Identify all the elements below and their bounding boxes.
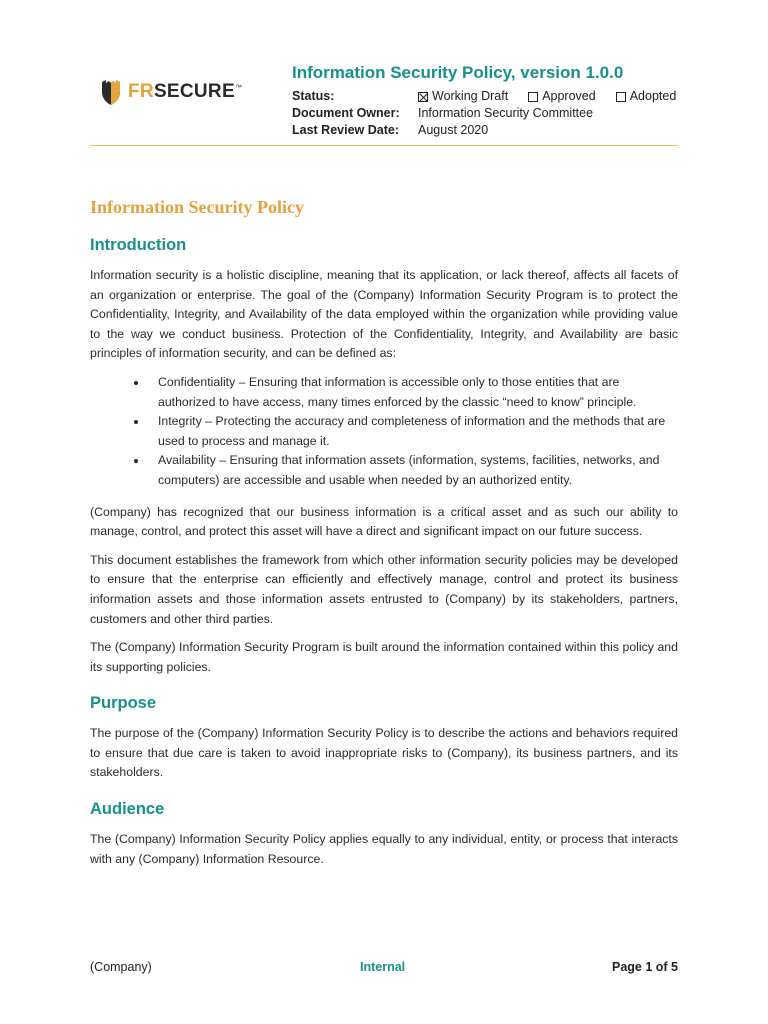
list-item [90,451,678,490]
adopted-checkbox[interactable] [616,92,626,102]
status-label: Status: [292,89,335,103]
review-label: Last Review Date: [292,123,399,137]
list-item [90,412,678,451]
frsecure-logo [100,78,242,106]
approved-checkbox[interactable] [528,92,538,102]
logo-wordmark [128,81,242,103]
owner-row [292,105,682,122]
logo-part-fr: FR [128,81,154,102]
principles-list [90,373,678,491]
introduction-paragraph-1: Information security is a holistic discipline, meaning that its application, or lack thereof, affects all facets of an organization or enterprise. The goal of the (Company) Information Security Program is to protect the Confidentiality, Integrity, and Availability of the data employed within the organization while providing value to the way we conduct business. Protection of the Confidentiality, Integrity, and Availability are basic principles of information security, and can be defined as: [90,268,678,361]
purpose-heading: Purpose [90,694,157,713]
shield-icon [100,78,122,106]
status-option-working-draft[interactable] [418,88,508,105]
status-option-label: Approved [542,89,596,103]
footer-classification: Internal [360,960,406,974]
introduction-paragraph-2: (Company) has recognized that our business information is a critical asset and as such our ability to manage, control, and protect this asset will have a direct and significant impact on our future success. [90,504,678,539]
audience-paragraph: The (Company) Information Security Policy applies equally to any individual, entity, or process that interacts with any (Company) Information Resource. [90,832,678,866]
status-row [292,88,682,105]
status-options [418,88,676,105]
review-value: August 2020 [418,123,489,137]
footer-page-number: Page 1 of 5 [612,960,678,974]
main-title: Information Security Policy [90,197,304,217]
bullet-icon [134,459,138,463]
purpose-paragraph: The purpose of the (Company) Information Security Policy is to describe the actions and behaviors required to ensure that due care is taken to avoid inappropriate risks to (Company), its business partners, and its stakeholders. [90,726,678,780]
audience-heading: Audience [90,800,165,819]
document-info [292,62,682,139]
list-item [90,373,678,412]
introduction-paragraph-3: This document establishes the framework from which other information security policies may be developed to ensure that the enterprise can efficiently and effectively manage, control and protect its business information assets and those information assets entrusted to (Company) by its stakeholders, partners, customers and other third parties. [90,552,678,626]
introduction-heading: Introduction [90,236,187,254]
bullet-icon [134,420,138,424]
status-option-approved[interactable] [528,88,596,105]
document-title: Information Security Policy, version 1.0.0 [292,63,624,82]
working-draft-checkbox[interactable] [418,92,428,102]
status-option-label: Working Draft [432,89,509,103]
status-option-label: Adopted [629,89,677,103]
list-item-text: Confidentiality – Ensuring that information is accessible only to those entities that are authorized to have access, many times enforced by the classic “need to know” principle. [158,374,637,409]
list-item-text: Integrity – Protecting the accuracy and completeness of information and the methods that are used to process and manage it. [158,414,666,448]
introduction-paragraph-4: The (Company) Information Security Program is built around the information contained within this policy and its supporting policies. [90,640,678,674]
page-header [90,58,678,144]
list-item-text: Availability – Ensuring that information assets (information, systems, facilities, networks, and computers) are accessible and usable when needed by an authorized entity. [158,453,660,487]
header-divider [90,145,678,146]
owner-value: Information Security Committee [418,106,594,120]
document-body [90,194,678,878]
footer-company: (Company) [90,960,152,974]
logo-part-secure: SECURE [153,81,235,102]
review-row [292,122,682,139]
bullet-icon [134,381,138,385]
page-footer [90,960,678,980]
logo-trademark: ™ [234,84,243,92]
status-option-adopted[interactable] [616,88,677,105]
owner-label: Document Owner: [292,106,400,120]
